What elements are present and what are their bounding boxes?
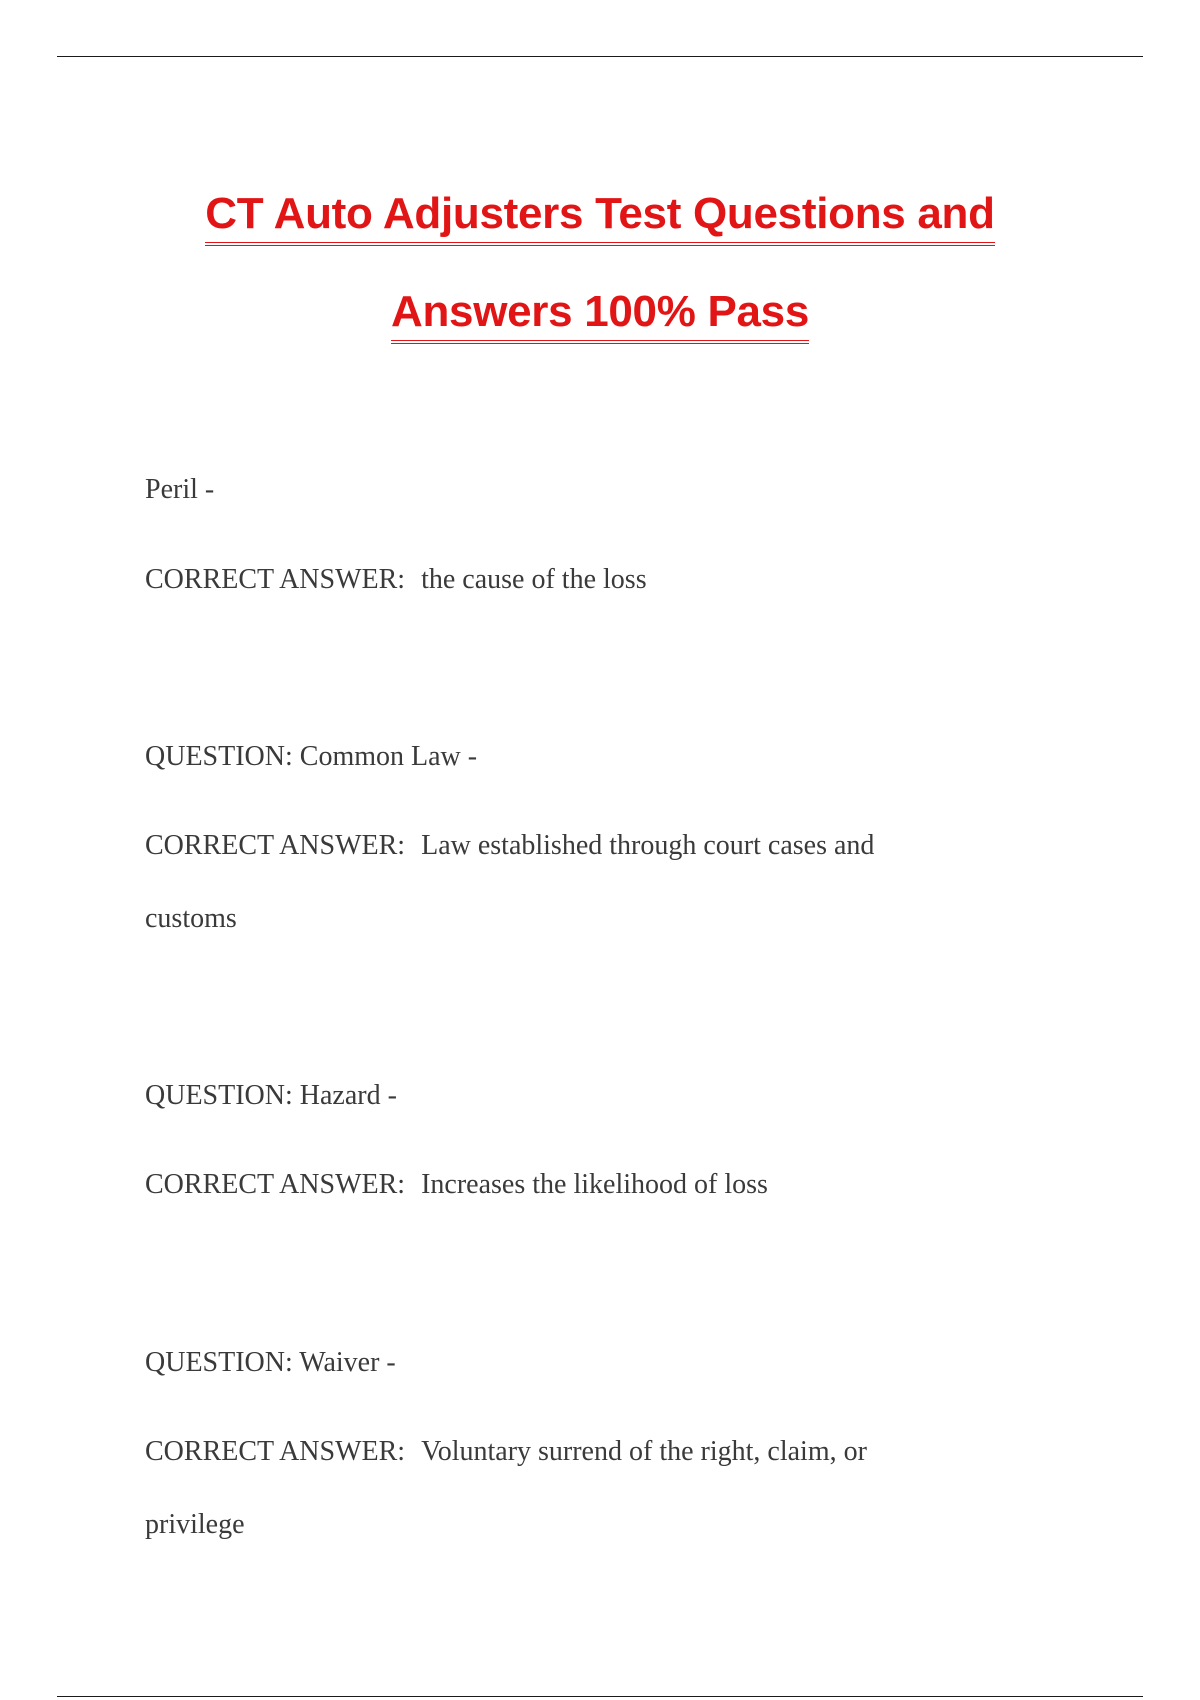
document-title-line-1: CT Auto Adjusters Test Questions and	[0, 192, 1200, 246]
answer-line	[145, 566, 647, 594]
answer-label: CORRECT ANSWER:	[145, 1436, 406, 1467]
question-text: QUESTION: Hazard -	[145, 1080, 397, 1111]
answer-label: CORRECT ANSWER:	[145, 830, 406, 861]
answer-continuation: customs	[145, 903, 237, 934]
question-text: Peril -	[145, 474, 215, 505]
answer-line	[145, 832, 874, 860]
question-text: QUESTION: Common Law -	[145, 741, 478, 772]
header-rule	[57, 56, 1143, 57]
answer-text: the cause of the loss	[421, 564, 647, 595]
answer-text: Law established through court cases and	[421, 830, 875, 861]
question-text: QUESTION: Waiver -	[145, 1347, 396, 1378]
answer-line	[145, 1171, 768, 1199]
answer-label: CORRECT ANSWER:	[145, 564, 406, 595]
answer-continuation: privilege	[145, 1509, 245, 1540]
footer-rule	[57, 1696, 1143, 1697]
answer-text: Voluntary surrend of the right, claim, or	[421, 1436, 867, 1467]
answer-text: Increases the likelihood of loss	[421, 1169, 768, 1200]
answer-line	[145, 1438, 867, 1466]
answer-label: CORRECT ANSWER:	[145, 1169, 406, 1200]
document-title-line-2: Answers 100% Pass	[0, 290, 1200, 344]
